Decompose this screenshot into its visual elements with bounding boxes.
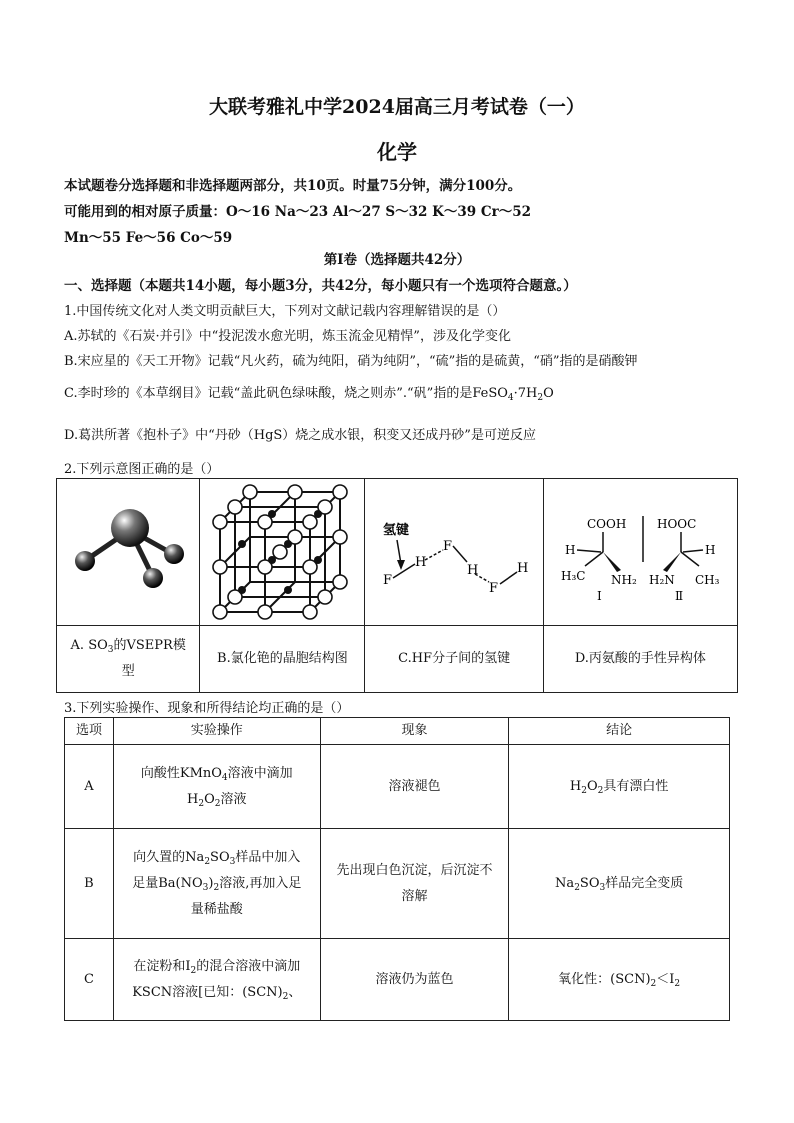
row-c-phenomenon: 溶液仍为蓝色 — [320, 939, 509, 1021]
q1-option-c: C.李时珍的《本草纲目》记载“盖此矾色绿味酸，烧之则赤”.“矾”指的是$FeSO_4\cdot 7H_2O$ — [64, 386, 554, 403]
q3-table — [64, 717, 730, 1021]
row-a-option: A — [65, 745, 114, 829]
intro-line-3: Mn～55 Fe～56 Co～59 — [64, 230, 233, 246]
intro-line-2: 可能用到的相对原子质量：O～16 Na～23 Al～27 S～32 K～39 Cr～52 — [64, 204, 532, 220]
caption-c: C.HF分子间的氢键 — [365, 626, 543, 693]
hf-atom-h3: H — [516, 561, 528, 576]
alanine-cell — [543, 479, 737, 626]
row-b-operation: 向久置的$Na_2SO_3$样品中加入 足量$Ba(NO_3)_2$溶液,再加入足 量稀盐酸 — [113, 829, 320, 939]
hf-atom-h1: H — [414, 555, 426, 570]
table-header-row — [65, 718, 730, 745]
table-row — [65, 939, 730, 1021]
table-row — [65, 829, 730, 939]
intro-line-1: 本试题卷分选择题和非选择题两部分，共10页。时量75分钟，满分100分。 — [64, 178, 522, 194]
row-a-phenomenon: 溶液褪色 — [320, 745, 509, 829]
hf-atom-f1: F — [382, 573, 392, 588]
cscl-lattice-image — [202, 480, 362, 620]
row-c-option: C — [65, 939, 114, 1021]
ala-label-2: Ⅱ — [675, 589, 684, 603]
hf-atom-h2: H — [466, 563, 478, 578]
q1-stem: 1.中国传统文化对人类文明贡献巨大，下列对文献记载内容理解错误的是（） — [64, 304, 506, 319]
ala-label-1: Ⅰ — [597, 589, 603, 603]
row-a-operation: 向酸性KMnO$_4$溶液中滴加 $H_2O_2$溶液 — [113, 745, 320, 829]
hf-atom-f2: F — [442, 539, 452, 554]
ala-cooh-left: COOH — [587, 517, 627, 531]
ala-cooh-right: HOOC — [657, 517, 697, 531]
header-conclusion: 结论 — [509, 718, 730, 745]
header-operation: 实验操作 — [113, 718, 320, 745]
row-c-conclusion: 氧化性：$(SCN)_2<I_2$ — [509, 939, 730, 1021]
q1-option-d: D.葛洪所著《抱朴子》中“丹砂（HgS）烧之成水银，积变又还成丹砂”是可逆反应 — [64, 428, 536, 443]
ala-ch3-left: H₃C — [561, 569, 586, 583]
cscl-cell — [200, 479, 365, 626]
row-b-phenomenon: 先出现白色沉淀，后沉淀不 溶解 — [320, 829, 509, 939]
ala-h-left: H — [565, 543, 576, 557]
so3-vsepr-model-image — [58, 480, 198, 620]
hf-cell — [365, 479, 543, 626]
row-b-conclusion: $Na_2SO_3$样品完全变质 — [509, 829, 730, 939]
subject-title: 化学 — [377, 140, 417, 164]
table-row — [65, 745, 730, 829]
page-title: 大联考雅礼中学2024届高三月考试卷（一） — [209, 96, 585, 118]
ala-h2n-right: H₂N — [649, 573, 676, 587]
hf-hydrogen-bond-image — [367, 480, 542, 620]
q2-stem: 2.下列示意图正确的是（） — [64, 462, 220, 477]
row-b-option: B — [65, 829, 114, 939]
alanine-enantiomers-image — [545, 480, 735, 620]
q2-figure-table — [56, 478, 738, 693]
ala-ch3-right: CH₃ — [695, 573, 720, 587]
hf-atom-f3: F — [488, 581, 498, 596]
header-option: 选项 — [65, 718, 114, 745]
caption-a: A. $SO_3$的VSEPR模 型 — [57, 626, 200, 693]
so3-model-cell — [57, 479, 200, 626]
row-c-operation: 在淀粉和$I_2$的混合溶液中滴加 KSCN溶液[已知：$(SCN)_2$、 — [113, 939, 320, 1021]
ala-nh2-left: NH₂ — [611, 573, 638, 587]
header-phenomenon: 现象 — [320, 718, 509, 745]
hf-hbond-label: 氢键 — [382, 523, 409, 538]
caption-d: D.丙氨酸的手性异构体 — [543, 626, 737, 693]
q1-option-b: B.宋应星的《天工开物》记载“凡火药，硫为纯阳，硝为纯阴”，“硫”指的是硫黄，“硝”指的是硝酸钾 — [64, 354, 638, 369]
caption-b: B.氯化铯的晶胞结构图 — [200, 626, 365, 693]
row-a-conclusion: $H_2O_2$具有漂白性 — [509, 745, 730, 829]
section-heading: 一、选择题（本题共14小题，每小题3分，共42分，每小题只有一个选项符合题意。） — [64, 278, 577, 294]
q1-option-a: A.苏轼的《石炭·并引》中“投泥泼水愈光明，炼玉流金见精悍”，涉及化学变化 — [64, 329, 511, 344]
q3-stem: 3.下列实验操作、现象和所得结论均正确的是（） — [64, 701, 350, 716]
ala-h-right: H — [705, 543, 716, 557]
part-title: 第Ⅰ卷（选择题共42分） — [323, 252, 471, 268]
